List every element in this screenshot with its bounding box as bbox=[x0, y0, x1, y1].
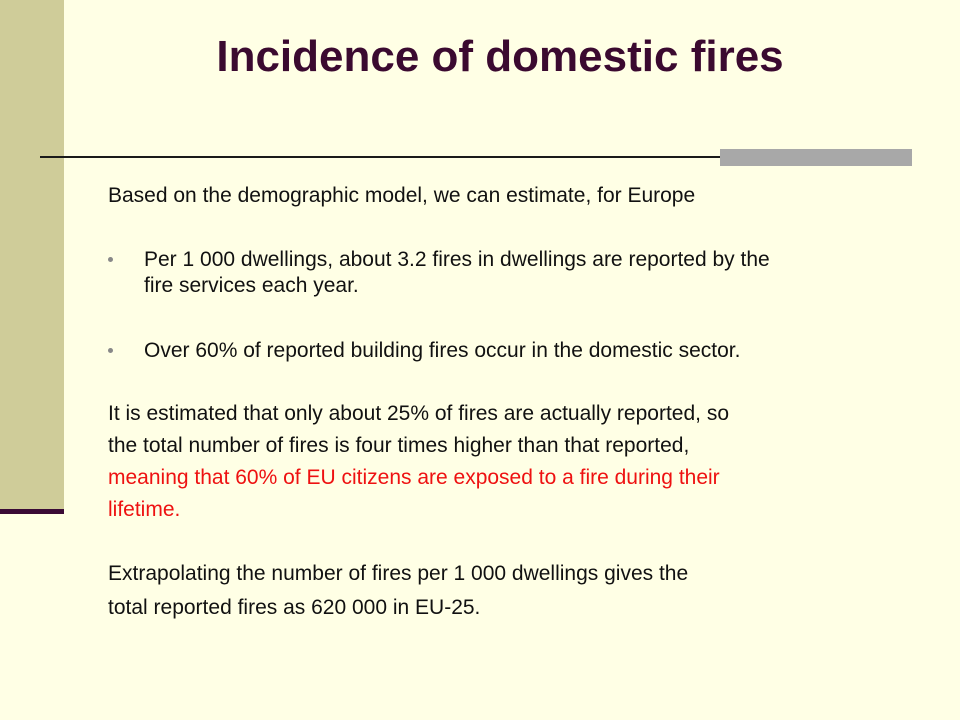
left-accent-bar bbox=[0, 509, 64, 514]
title-divider-accent bbox=[720, 149, 912, 166]
bullet-1-line-2: fire services each year. bbox=[144, 274, 359, 297]
intro-text: Based on the demographic model, we can estimate, for Europe bbox=[108, 184, 696, 207]
bullet-icon bbox=[108, 257, 113, 262]
bullet-icon bbox=[108, 348, 113, 353]
bullet-2-line-1: Over 60% of reported building fires occur in the domestic sector. bbox=[144, 339, 741, 362]
paragraph-1-highlight-line-2: lifetime. bbox=[108, 498, 181, 521]
bullet-1-line-1: Per 1 000 dwellings, about 3.2 fires in dwellings are reported by the bbox=[144, 248, 770, 271]
paragraph-1-highlight-line-1: meaning that 60% of EU citizens are exposed to a fire during their bbox=[108, 466, 720, 489]
paragraph-1-line-1: It is estimated that only about 25% of fires are actually reported, so bbox=[108, 402, 729, 425]
paragraph-2-line-2: total reported fires as 620 000 in EU-25. bbox=[108, 596, 481, 619]
paragraph-2-line-1: Extrapolating the number of fires per 1 000 dwellings gives the bbox=[108, 562, 689, 585]
slide-title: Incidence of domestic fires bbox=[216, 32, 784, 81]
paragraph-1-line-2: the total number of fires is four times higher than that reported, bbox=[108, 434, 690, 457]
